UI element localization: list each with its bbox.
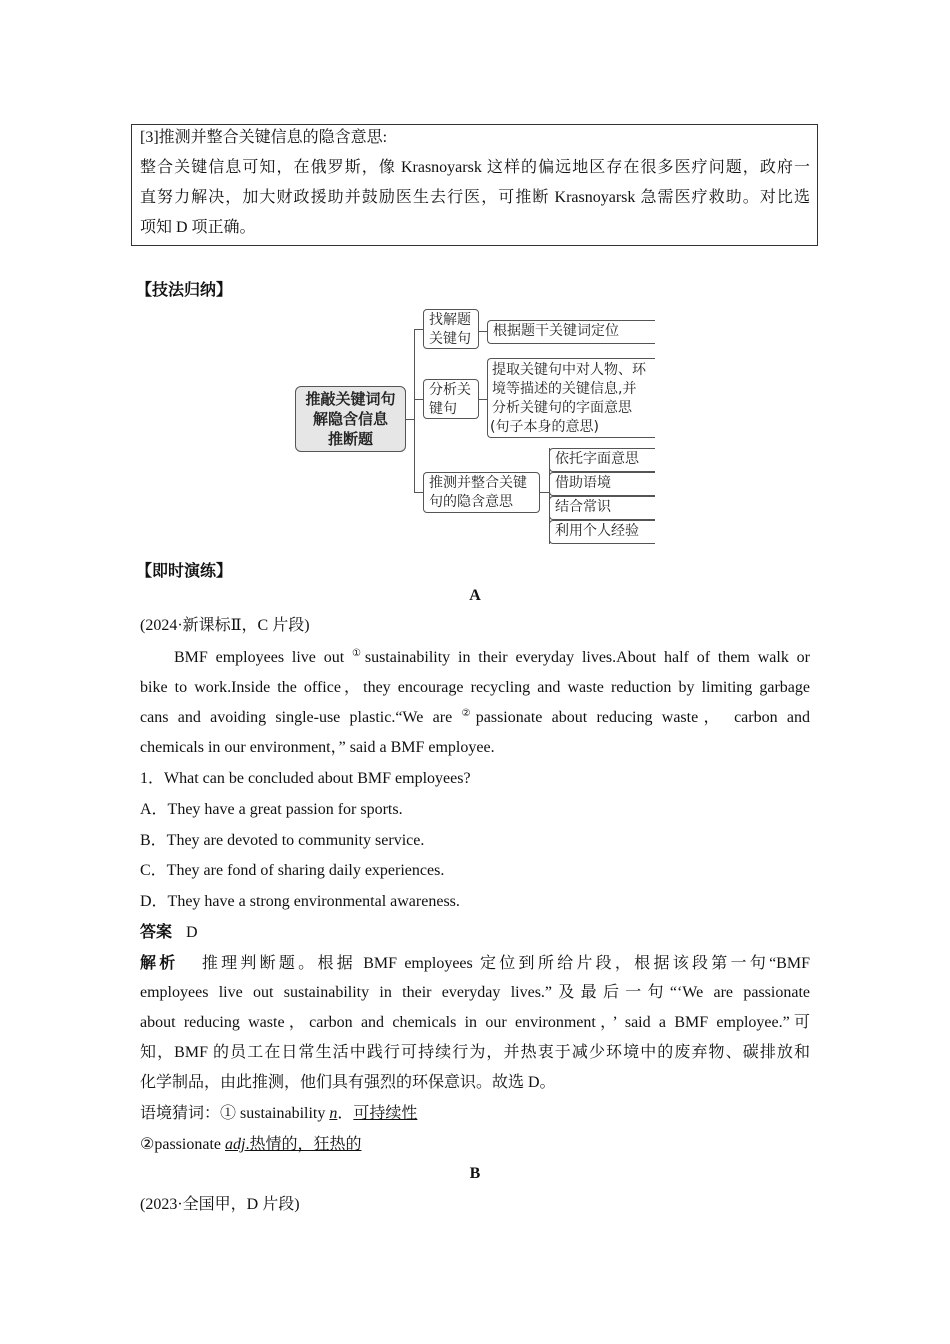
- marker-1: ①: [352, 648, 365, 659]
- analysis-line-1: [140, 953, 810, 974]
- leaf-text: 结合常识: [555, 499, 611, 515]
- passage-line-1: [174, 648, 810, 668]
- leaf-locate: 根据题干关键词定位: [493, 323, 619, 339]
- branch-label: 句的隐含意思: [429, 494, 513, 510]
- passage-text: BMF employees live out: [174, 649, 353, 666]
- vocab-pos: adj: [225, 1136, 246, 1153]
- option-d: D．They have a strong environmental awareness.: [140, 893, 460, 910]
- connector: [414, 492, 423, 493]
- branch-label: 键句: [429, 401, 457, 417]
- connector: [479, 331, 487, 332]
- diagram-root: [295, 386, 406, 452]
- leaf-text: 提取关键句中对人物、环: [492, 362, 646, 378]
- root-line-3: 推断题: [327, 430, 373, 448]
- answer-label: 答案: [140, 922, 173, 941]
- section-a-source: (2024·新课标Ⅱ，C 片段): [140, 617, 310, 634]
- connector: [406, 419, 414, 420]
- vocab-word: ②passionate: [140, 1136, 225, 1153]
- connector: [479, 399, 487, 400]
- answer-value: D: [186, 924, 198, 941]
- question-1: 1．What can be concluded about BMF employees?: [140, 770, 471, 787]
- answer-row: [140, 922, 198, 943]
- passage-line-3: [140, 708, 810, 728]
- vocab-row-2: ②passionate adj.热情的，狂热的: [140, 1136, 362, 1153]
- analysis-line-4: 知，BMF 的员工在日常生活中践行可持续行为，并热衷于减少环境中的废弃物、碳排放和: [140, 1044, 810, 1061]
- box-line-3: 项知 D 项正确。: [140, 219, 256, 236]
- section-a-letter: A: [469, 587, 481, 604]
- box-heading: [3]推测并整合关键信息的隐含意思:: [140, 129, 388, 146]
- leaf-text: 境等描述的关键信息,并: [492, 381, 637, 397]
- marker-2: ②: [461, 708, 476, 719]
- connector: [414, 329, 423, 330]
- passage-line-2: bike to work.Inside the office，they encourage recycling and waste reduction by limiting garbage: [140, 679, 810, 696]
- branch-find-key-sentence: [423, 309, 479, 349]
- option-b: B．They are devoted to community service.: [140, 832, 425, 849]
- branch-analyze-key-sentence: [423, 379, 479, 419]
- analysis-line-5: 化学制品，由此推测，他们具有强烈的环保意识。故选 D。: [140, 1074, 556, 1091]
- section-b-letter: B: [469, 1165, 481, 1182]
- vocab-meaning: 可持续性: [353, 1105, 418, 1122]
- leaf-text: 借助语境: [555, 475, 611, 491]
- root-line-1: 推敲关键词句: [305, 390, 396, 408]
- box-line-2: 直努力解决，加大财政援助并鼓励医生去行医，可推断 Krasnoyarsk 急需医疗救助。对比选: [140, 189, 810, 206]
- analysis-line-3: about reducing waste，carbon and chemicals in our environment，’ said a BMF employee.”可: [140, 1014, 810, 1031]
- skills-heading: 【技法归纳】: [136, 280, 233, 299]
- branch-label: 推测并整合关键: [429, 475, 527, 491]
- section-b-source: (2023·全国甲，D 片段): [140, 1196, 300, 1213]
- leaf-text: 利用个人经验: [555, 523, 639, 539]
- leaf-text: (句子本身的意思): [490, 419, 599, 435]
- vocab-meaning: 热情的，狂热的: [249, 1136, 362, 1153]
- branch-label: 找解题: [429, 312, 471, 328]
- vocab-row-1: 语境猜词：① sustainability n．可持续性: [140, 1105, 418, 1122]
- analysis-text: 推理判断题。根据 BMF employees 定位到所给片段，根据该段第一句“BMF: [198, 955, 810, 972]
- passage-text: sustainability in their everyday lives.About half of them walk or: [364, 649, 810, 666]
- connector: [414, 329, 415, 492]
- passage-text: cans and avoiding single-use plastic.“We are: [140, 709, 462, 726]
- analysis-line-2: employees live out sustainability in their everyday lives.”及最后一句“‘We are passionate: [140, 984, 810, 1001]
- analysis-label: 解析: [140, 953, 179, 972]
- vocab-label: 语境猜词：: [140, 1105, 221, 1122]
- option-a: A．They have a great passion for sports.: [140, 801, 403, 818]
- branch-label: 分析关: [429, 382, 471, 398]
- passage-line-4: chemicals in our environment，” said a BMF employee.: [140, 739, 495, 756]
- practice-heading: 【即时演练】: [136, 561, 233, 580]
- connector: [414, 399, 423, 400]
- connector: [540, 492, 549, 493]
- vocab-pos: n: [329, 1105, 338, 1122]
- option-c: C．They are fond of sharing daily experiences.: [140, 862, 445, 879]
- root-line-2: 解隐含信息: [312, 410, 388, 428]
- branch-label: 关键句: [429, 331, 471, 347]
- vocab-word: ① sustainability: [220, 1105, 330, 1122]
- leaf-text: 分析关键句的字面意思: [492, 400, 632, 416]
- leaf-text: 依托字面意思: [555, 451, 639, 467]
- passage-text: passionate about reducing waste， carbon and: [475, 709, 811, 726]
- branch-infer-implied-meaning: [423, 472, 540, 513]
- box-line-1: 整合关键信息可知，在俄罗斯，像 Krasnoyarsk 这样的偏远地区存在很多医疗问题，政府一: [140, 159, 810, 176]
